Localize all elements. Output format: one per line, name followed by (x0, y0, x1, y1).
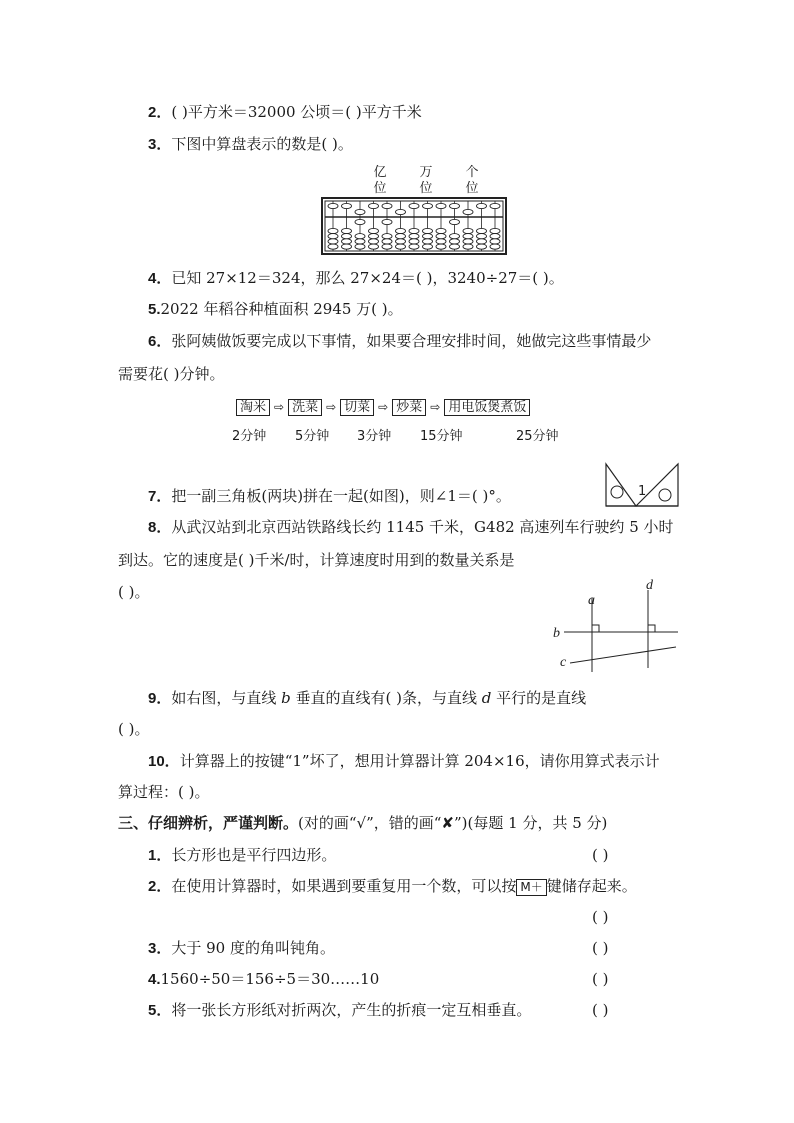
judge-item-4 (148, 969, 379, 990)
abacus-bead (342, 203, 352, 208)
step-time: 15分钟 (420, 429, 463, 444)
abacus-bead (382, 219, 392, 224)
abacus-bead (355, 244, 365, 249)
abacus-label-wei-2: 位 (419, 181, 433, 196)
abacus-bead (382, 239, 392, 244)
abacus-bead (450, 219, 460, 224)
question-number: 7． (148, 488, 172, 505)
abacus-bead (409, 203, 419, 208)
abacus-bead (490, 234, 500, 239)
step-time: 3分钟 (357, 429, 392, 444)
abacus-bead (328, 239, 338, 244)
line-d-label: d (646, 578, 653, 593)
question-9-line-1 (148, 688, 586, 709)
abacus-bead (342, 228, 352, 233)
question-number: 8． (148, 519, 172, 536)
question-10-line-1 (148, 751, 660, 772)
answer-paren: ( ) (592, 908, 609, 926)
angle-1-label: 1 (638, 484, 647, 499)
question-2 (148, 102, 422, 123)
line-b-ref: b (281, 689, 291, 707)
abacus-bead (490, 239, 500, 244)
abacus-label-yi: 亿 (373, 165, 387, 180)
abacus-bead (328, 228, 338, 233)
abacus-bead (369, 239, 379, 244)
abacus-bead (477, 228, 487, 233)
abacus-bead (328, 203, 338, 208)
step-time: 25分钟 (516, 429, 559, 444)
abacus-bead (342, 234, 352, 239)
abacus-bead (463, 234, 473, 239)
abacus-bead (355, 239, 365, 244)
abacus-bead (409, 228, 419, 233)
abacus-bead (450, 244, 460, 249)
judge-item-5 (148, 1000, 531, 1021)
step-box: 淘米 (236, 399, 270, 416)
judge-item-3 (148, 938, 335, 959)
abacus-bead (423, 234, 433, 239)
abacus-bead (450, 234, 460, 239)
abacus-bead (355, 219, 365, 224)
abacus-bead (355, 209, 365, 214)
question-number: 1． (148, 847, 172, 864)
abacus-bead (396, 244, 406, 249)
question-10-line-2: 算过程：( )。 (118, 783, 210, 801)
abacus-rods (328, 201, 500, 251)
cooking-steps-flow (236, 398, 530, 416)
question-text: 2022 年稻谷种植面积 2945 万( )。 (160, 300, 403, 318)
abacus-bead (463, 209, 473, 214)
m-plus-key-icon: M＋ (516, 879, 546, 896)
abacus-bead (396, 234, 406, 239)
abacus-bead (490, 203, 500, 208)
question-number: 6． (148, 333, 172, 350)
abacus-bead (477, 239, 487, 244)
triangle-rulers-figure (604, 462, 680, 508)
abacus-bead (436, 203, 446, 208)
question-number: 3． (148, 940, 172, 957)
question-number: 9． (148, 690, 172, 707)
question-text: 把一副三角板(两块)拼在一起(如图)，则∠1＝( )°。 (171, 487, 511, 505)
section-title: 三、仔细辨析，严谨判断。 (118, 814, 299, 832)
abacus-bead (436, 239, 446, 244)
abacus-bead (396, 239, 406, 244)
line-d-ref: d (481, 689, 492, 707)
question-text: 长方形也是平行四边形。 (171, 846, 337, 864)
question-8-line-2: 到达。它的速度是( )千米/时，计算速度时用到的数量关系是 (118, 551, 515, 569)
question-number: 5. (148, 301, 161, 318)
question-text: 下图中算盘表示的数是( )。 (171, 135, 353, 153)
abacus-label-wei-1: 位 (373, 181, 387, 196)
judge-item-1 (148, 845, 336, 866)
question-number: 3． (148, 136, 172, 153)
abacus-bead (477, 234, 487, 239)
abacus-bead (463, 239, 473, 244)
question-text: 平行的是直线 (491, 689, 587, 707)
abacus-bead (423, 239, 433, 244)
abacus-bead (382, 203, 392, 208)
abacus-bead (450, 203, 460, 208)
question-text: 垂直的直线有( )条，与直线 (290, 689, 482, 707)
judge-item-2 (148, 876, 637, 897)
step-box: 切菜 (340, 399, 374, 416)
abacus-bead (369, 234, 379, 239)
arrow-right-icon: ⇨ (430, 400, 441, 414)
question-number: 2． (148, 104, 172, 121)
question-9-line-2: ( )。 (118, 720, 150, 738)
step-box: 洗菜 (288, 399, 322, 416)
answer-paren: ( ) (592, 1001, 609, 1019)
abacus-bead (423, 244, 433, 249)
question-number: 4. (148, 971, 161, 988)
answer-paren: ( ) (592, 970, 609, 988)
abacus-bead (382, 244, 392, 249)
answer-paren: ( ) (592, 939, 609, 957)
abacus-bead (342, 239, 352, 244)
question-text: 张阿姨做饭要完成以下事情，如果要合理安排时间，她做完这些事情最少 (171, 332, 652, 350)
abacus-bead (409, 244, 419, 249)
question-text: 从武汉站到北京西站铁路线长约 1145 千米，G482 高速列车行驶约 5 小时 (171, 518, 674, 536)
abacus-bead (369, 203, 379, 208)
question-4 (148, 268, 564, 289)
question-text: ( )平方米＝32000 公顷＝( )平方千米 (171, 103, 422, 121)
abacus-bead (423, 228, 433, 233)
abacus-figure (321, 197, 507, 255)
question-text: 1560÷50＝156÷5＝30……10 (160, 970, 380, 988)
abacus-bead (369, 228, 379, 233)
step-box: 用电饭煲煮饭 (444, 399, 530, 416)
question-6-line-1 (148, 331, 651, 352)
abacus-bead (436, 244, 446, 249)
question-8-line-3: ( )。 (118, 583, 150, 601)
abacus-label-wei-3: 位 (465, 181, 479, 196)
abacus-bead (396, 228, 406, 233)
question-number: 10． (148, 753, 180, 770)
abacus-bead (477, 244, 487, 249)
abacus-bead (477, 203, 487, 208)
abacus-bead (342, 244, 352, 249)
abacus-bead (436, 228, 446, 233)
abacus-label-wan: 万 (419, 165, 433, 180)
question-number: 5． (148, 1002, 172, 1019)
arrow-right-icon: ⇨ (274, 400, 285, 414)
question-text: 大于 90 度的角叫钝角。 (171, 939, 335, 957)
question-number: 2． (148, 878, 172, 895)
step-time: 5分钟 (295, 429, 330, 444)
abacus-bead (423, 203, 433, 208)
question-5 (148, 299, 403, 320)
line-a-label: a (588, 593, 595, 608)
line-c-label: c (560, 655, 567, 670)
abacus-bead (328, 244, 338, 249)
abacus-bead (382, 234, 392, 239)
abacus-bead (490, 244, 500, 249)
abacus-label-ge: 个 (465, 165, 479, 180)
question-text: 键储存起来。 (546, 877, 637, 895)
question-text: 已知 27×12＝324，那么 27×24＝( )，3240÷27＝( )。 (171, 269, 564, 287)
question-7 (148, 486, 511, 507)
step-box: 炒菜 (392, 399, 426, 416)
question-8-line-1 (148, 517, 674, 538)
answer-paren: ( ) (592, 846, 609, 864)
abacus-bead (328, 234, 338, 239)
question-text: 如右图，与直线 (171, 689, 282, 707)
abacus-bead (409, 239, 419, 244)
step-time: 2分钟 (232, 429, 267, 444)
arrow-right-icon: ⇨ (378, 400, 389, 414)
question-text: 在使用计算器时，如果遇到要重复用一个数，可以按 (171, 877, 517, 895)
lines-figure (550, 576, 680, 672)
question-text: 将一张长方形纸对折两次，产生的折痕一定互相垂直。 (171, 1001, 532, 1019)
line-b-label: b (553, 626, 560, 641)
arrow-right-icon: ⇨ (326, 400, 337, 414)
abacus-bead (436, 234, 446, 239)
question-number: 4． (148, 270, 172, 287)
abacus-bead (463, 244, 473, 249)
section-instructions: (对的画“√”，错的画“✘”)(每题 1 分，共 5 分) (298, 814, 608, 832)
abacus-bead (463, 228, 473, 233)
question-3 (148, 134, 353, 155)
section-3-heading (118, 813, 607, 833)
abacus-bead (369, 244, 379, 249)
question-6-line-2: 需要花( )分钟。 (118, 365, 225, 383)
abacus-bead (450, 239, 460, 244)
question-text: 计算器上的按键“1”坏了，想用计算器计算 204×16，请你用算式表示计 (179, 752, 660, 770)
abacus-bead (396, 209, 406, 214)
abacus-bead (355, 234, 365, 239)
abacus-bead (409, 234, 419, 239)
abacus-bead (490, 228, 500, 233)
